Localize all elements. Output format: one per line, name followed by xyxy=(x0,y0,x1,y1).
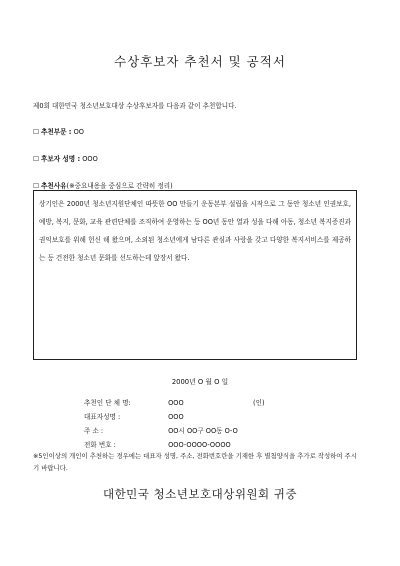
field-reason xyxy=(33,180,173,190)
candidate-value: OOO xyxy=(82,155,98,163)
reason-box: 상기인은 2000년 청소년지원단체인 따뜻한 OO 만들기 운동본부 설립을 시작으로 그 동안 청소년 인권보호, 예방, 복지, 문화, 교육 관련단체를 조직하여 운영하는 등 OO년 동안 열과 성을 다해 아동, 청소년 복지증진과 권익보호를 위해 헌신 해 왔으며, 소외된 청소년에게 남다른 관심과 사랑을 갖고 다양한 복지서비스를 제공하는 등 건전한 청소년 문화를 선도하는데 앞장서 왔다. xyxy=(33,190,357,360)
note-text: ※5인이상의 개인이 추천하는 경우에는 대표자 성명, 주소, 전화번호란을 기재한 후 별첨양식을 추가로 작성하여 주시기 바랍니다. xyxy=(33,452,357,472)
info-address xyxy=(84,425,238,435)
reason-label: 추천사유 xyxy=(41,182,67,190)
phone-label: 전화 번호 : xyxy=(84,441,116,449)
field-candidate xyxy=(33,153,98,163)
page-title: 수상후보자 추천서 및 공적서 xyxy=(114,54,286,69)
phone-value: OOO-OOOO-OOOO xyxy=(168,441,231,449)
info-phone xyxy=(84,439,231,449)
rep-label: 대표자성명 : xyxy=(84,413,121,421)
reason-hint: (※중요내용을 중심으로 간략히 정리) xyxy=(66,182,173,190)
checkbox-icon: ☐ xyxy=(33,128,39,136)
seal-mark: (인) xyxy=(253,399,265,407)
rep-value: OOO xyxy=(168,413,184,421)
checkbox-icon: ☐ xyxy=(33,155,39,163)
date-line: 2000년 O 월 O 일 xyxy=(171,378,229,386)
address-value: OO시 OO구 OO동 O-O xyxy=(168,427,238,435)
footer-addressee: 대한민국 청소년보호대상위원회 귀중 xyxy=(102,487,298,501)
checkbox-icon: ☐ xyxy=(33,182,39,190)
info-rep xyxy=(84,411,184,421)
category-value: OO xyxy=(73,128,84,136)
candidate-label: 후보자 성명 : xyxy=(41,155,81,163)
address-label: 주 소 : xyxy=(84,427,104,435)
intro-text: 제0회 대한민국 청소년보호대상 수상후보자를 다음과 같이 추천합니다. xyxy=(33,102,237,110)
category-label: 추천부문 : xyxy=(41,128,72,136)
field-category xyxy=(33,126,84,136)
org-label: 추천인 단 체 명: xyxy=(84,399,131,407)
org-value: OOO xyxy=(168,399,184,407)
info-org xyxy=(84,397,184,407)
